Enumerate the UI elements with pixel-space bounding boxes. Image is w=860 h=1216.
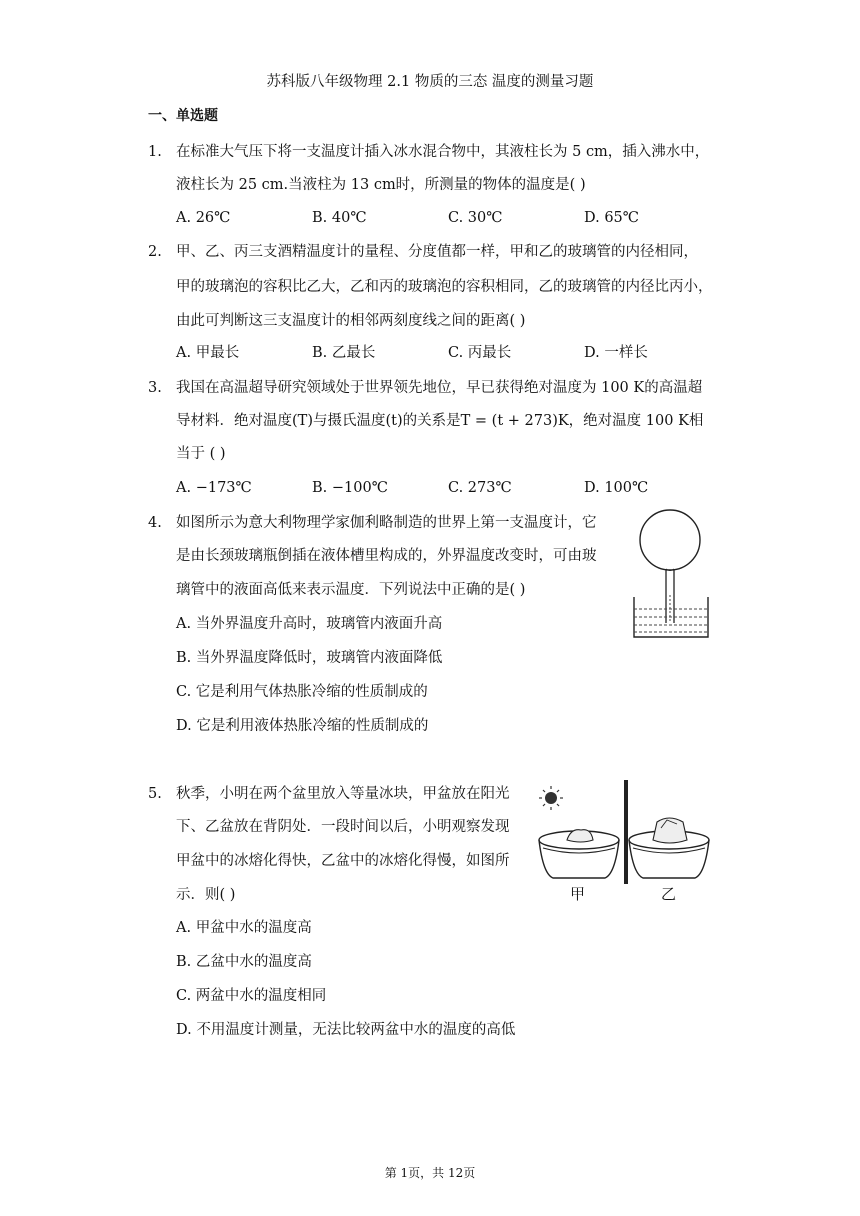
question-number: 2.: [148, 244, 162, 260]
ice-basins-figure: [533, 778, 715, 906]
galileo-thermoscope-figure: [626, 505, 716, 640]
option-b[interactable]: B. 乙最长: [312, 345, 376, 361]
option-d[interactable]: D. 不用温度计测量，无法比较两盆中水的温度的高低: [176, 1022, 516, 1038]
question-text-line: 下、乙盆放在背阴处．一段时间以后，小明观察发现: [176, 819, 510, 835]
page-title: 苏科版八年级物理 2.1 物质的三态 温度的测量习题: [266, 74, 594, 90]
sun-icon: [539, 786, 563, 810]
question-text-line: 当于 ( ): [176, 446, 226, 462]
option-c[interactable]: C. 它是利用气体热胀冷缩的性质制成的: [176, 684, 428, 700]
question-number: 5.: [148, 786, 162, 802]
question-text-line: 璃管中的液面高低来表示温度．下列说法中正确的是( ): [176, 582, 526, 598]
option-d[interactable]: D. 它是利用液体热胀冷缩的性质制成的: [176, 718, 429, 734]
option-a[interactable]: A. 甲盆中水的温度高: [176, 920, 312, 936]
question-number: 3.: [148, 380, 162, 396]
question-text-line: 甲盆中的冰熔化得快，乙盆中的冰熔化得慢，如图所: [176, 853, 510, 869]
question-text-line: 导材料．绝对温度(T)与摄氏温度(t)的关系是T = (t + 273)K，绝对温度 100 K相: [176, 413, 704, 429]
question-number: 1.: [148, 144, 162, 160]
option-c[interactable]: C. 273℃: [448, 480, 512, 496]
option-b[interactable]: B. −100℃: [312, 480, 388, 496]
page-footer: 第 1页，共 12页: [384, 1166, 476, 1180]
option-d[interactable]: D. 一样长: [584, 345, 648, 361]
question-number: 4.: [148, 515, 162, 531]
basin-label-jia: 甲: [570, 885, 586, 903]
question-text-line: 示．则( ): [176, 887, 236, 903]
section-heading: 一、单选题: [148, 108, 218, 124]
question-text-line: 由此可判断这三支温度计的相邻两刻度线之间的距离( ): [176, 313, 526, 329]
question-text-line: 是由长颈玻璃瓶倒插在液体槽里构成的，外界温度改变时，可由玻: [176, 548, 597, 564]
option-d[interactable]: D. 65℃: [584, 210, 639, 226]
option-b[interactable]: B. 当外界温度降低时，玻璃管内液面降低: [176, 650, 443, 666]
option-a[interactable]: A. 当外界温度升高时，玻璃管内液面升高: [176, 616, 443, 632]
question-text-line: 在标准大气压下将一支温度计插入冰水混合物中，其液柱长为 5 cm，插入沸水中，: [176, 144, 710, 160]
option-c[interactable]: C. 丙最长: [448, 345, 512, 361]
option-d[interactable]: D. 100℃: [584, 480, 649, 496]
option-b[interactable]: B. 乙盆中水的温度高: [176, 954, 312, 970]
option-a[interactable]: A. 26℃: [176, 210, 231, 226]
basin-label-yi: 乙: [661, 885, 677, 903]
option-c[interactable]: C. 30℃: [448, 210, 503, 226]
option-a[interactable]: A. 甲最长: [176, 345, 240, 361]
question-text-line: 我国在高温超导研究领域处于世界领先地位，早已获得绝对温度为 100 K的高温超: [176, 380, 703, 396]
question-text-line: 秋季，小明在两个盆里放入等量冰块，甲盆放在阳光: [176, 786, 510, 802]
question-text-line: 甲、乙、丙三支酒精温度计的量程、分度值都一样，甲和乙的玻璃管的内径相同，: [176, 244, 698, 260]
option-c[interactable]: C. 两盆中水的温度相同: [176, 988, 327, 1004]
question-text-line: 甲的玻璃泡的容积比乙大，乙和丙的玻璃泡的容积相同，乙的玻璃管的内径比丙小，: [176, 279, 713, 295]
option-a[interactable]: A. −173℃: [176, 480, 252, 496]
option-b[interactable]: B. 40℃: [312, 210, 367, 226]
question-text-line: 如图所示为意大利物理学家伽利略制造的世界上第一支温度计，它: [176, 515, 597, 531]
question-text-line: 液柱长为 25 cm.当液柱为 13 cm时，所测量的物体的温度是( ): [176, 177, 586, 193]
